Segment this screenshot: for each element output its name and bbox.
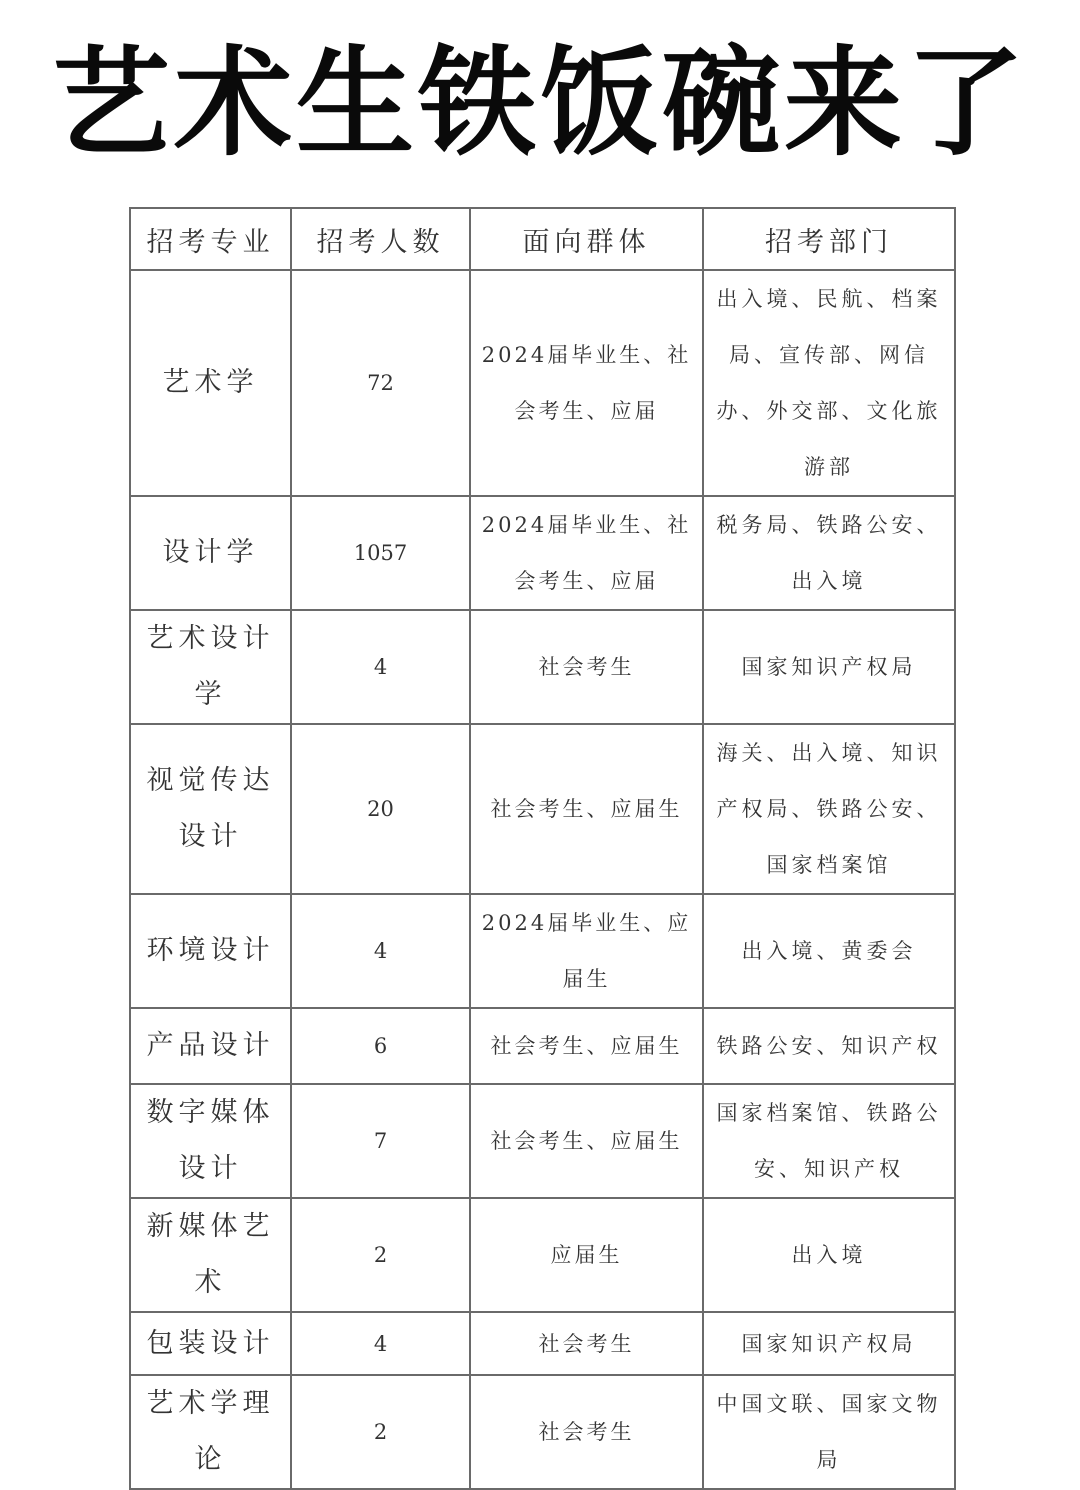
cell-count: 2	[291, 1198, 470, 1312]
recruitment-table	[129, 207, 956, 1490]
table-row	[130, 1008, 955, 1084]
header-dept: 招考部门	[703, 208, 955, 270]
cell-group: 社会考生、应届生	[470, 1008, 703, 1084]
page-title: 艺术生铁饭碗来了	[51, 34, 1028, 172]
cell-dept: 国家档案馆、铁路公安、知识产权	[703, 1084, 955, 1198]
table-row	[130, 894, 955, 1008]
cell-major: 视觉传达设计	[130, 724, 291, 894]
cell-group: 2024届毕业生、应届生	[470, 894, 703, 1008]
header-count: 招考人数	[291, 208, 470, 270]
cell-group: 社会考生、应届生	[470, 724, 703, 894]
cell-group: 社会考生	[470, 610, 703, 724]
table-row	[130, 1084, 955, 1198]
cell-dept: 国家知识产权局	[703, 610, 955, 724]
cell-count: 20	[291, 724, 470, 894]
cell-count: 6	[291, 1008, 470, 1084]
cell-major: 产品设计	[130, 1008, 291, 1084]
table-row	[130, 1198, 955, 1312]
table-row	[130, 1375, 955, 1489]
cell-group: 社会考生	[470, 1312, 703, 1375]
cell-count: 4	[291, 610, 470, 724]
table-row	[130, 610, 955, 724]
cell-dept: 国家知识产权局	[703, 1312, 955, 1375]
cell-major: 新媒体艺术	[130, 1198, 291, 1312]
cell-dept: 出入境、黄委会	[703, 894, 955, 1008]
table-row	[130, 270, 955, 496]
cell-count: 2	[291, 1375, 470, 1489]
cell-dept: 税务局、铁路公安、出入境	[703, 496, 955, 610]
cell-count: 72	[291, 270, 470, 496]
table-row	[130, 496, 955, 610]
cell-dept: 中国文联、国家文物局	[703, 1375, 955, 1489]
cell-group: 社会考生、应届生	[470, 1084, 703, 1198]
cell-dept: 出入境、民航、档案局、宣传部、网信办、外交部、文化旅游部	[703, 270, 955, 496]
cell-count: 1057	[291, 496, 470, 610]
cell-major: 设计学	[130, 496, 291, 610]
cell-dept: 海关、出入境、知识产权局、铁路公安、国家档案馆	[703, 724, 955, 894]
cell-count: 4	[291, 894, 470, 1008]
cell-major: 包装设计	[130, 1312, 291, 1375]
cell-group: 2024届毕业生、社会考生、应届	[470, 270, 703, 496]
table-row	[130, 724, 955, 894]
cell-major: 环境设计	[130, 894, 291, 1008]
cell-count: 7	[291, 1084, 470, 1198]
cell-group: 应届生	[470, 1198, 703, 1312]
header-major: 招考专业	[130, 208, 291, 270]
cell-dept: 出入境	[703, 1198, 955, 1312]
cell-group: 2024届毕业生、社会考生、应届	[470, 496, 703, 610]
cell-major: 艺术学理论	[130, 1375, 291, 1489]
cell-dept: 铁路公安、知识产权	[703, 1008, 955, 1084]
cell-group: 社会考生	[470, 1375, 703, 1489]
cell-major: 艺术设计学	[130, 610, 291, 724]
header-group: 面向群体	[470, 208, 703, 270]
cell-major: 艺术学	[130, 270, 291, 496]
cell-major: 数字媒体设计	[130, 1084, 291, 1198]
table-header-row	[130, 208, 955, 270]
cell-count: 4	[291, 1312, 470, 1375]
table-row	[130, 1312, 955, 1375]
